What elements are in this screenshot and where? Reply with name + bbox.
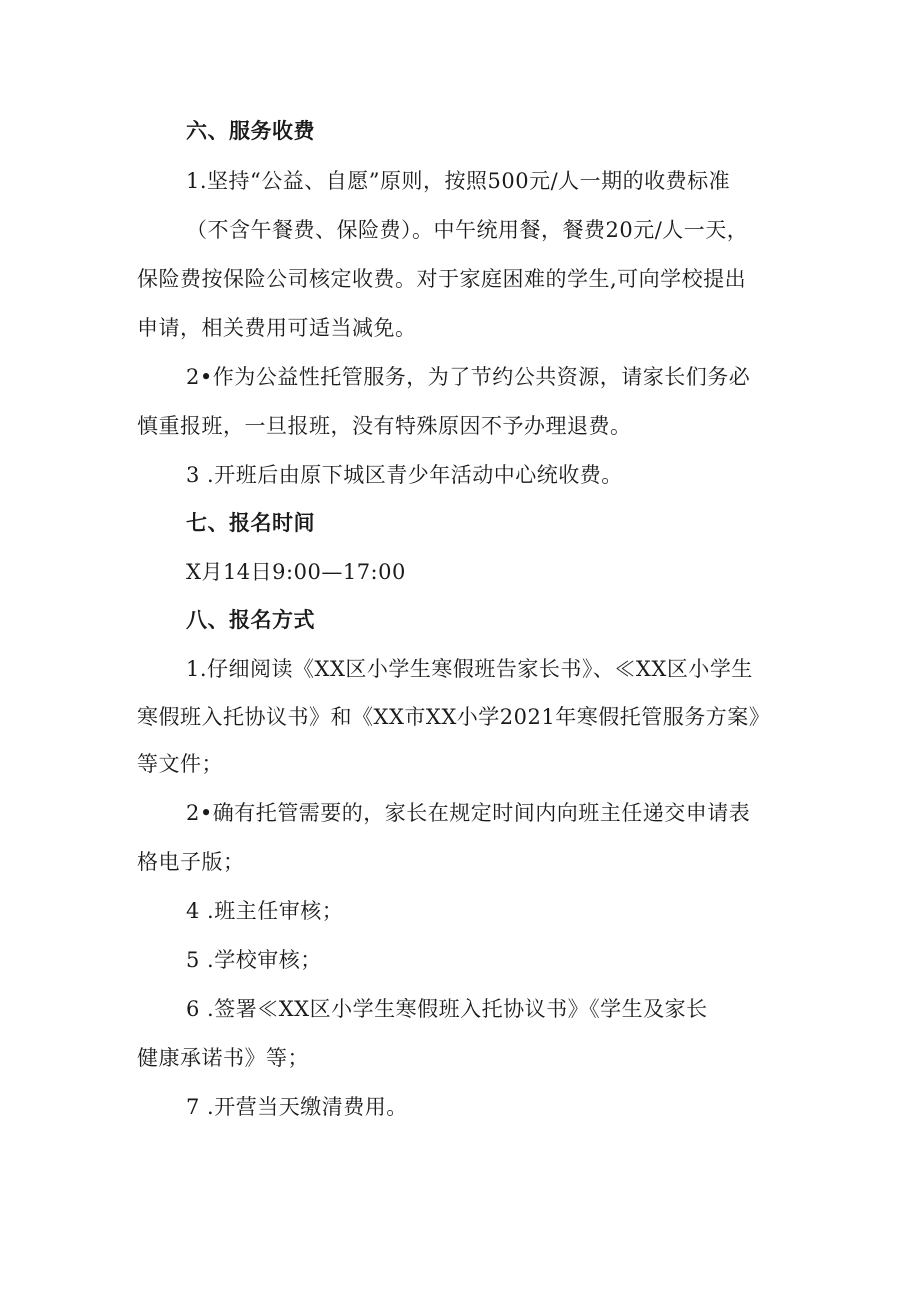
- section-8-item-2-line-2: 格电子版；: [137, 850, 245, 874]
- section-8-item-1-line-1: 1.仔细阅读《XX区小学生寒假班告家长书》、≪XX区小学生: [186, 657, 753, 681]
- section-8-item-1-line-2: 寒假班入托协议书》和《XX市XX小学2021年寒假托管服务方案》: [137, 705, 771, 729]
- section-8-item-7: 7 .开营当天缴清费用。: [186, 1095, 408, 1119]
- section-6-item-1-line-1: 1.坚持“公益、自愿”原则，按照500元/人一期的收费标准: [186, 169, 731, 193]
- section-7-heading: 七、报名时间: [186, 511, 315, 535]
- section-8-item-6-line-2: 健康承诺书》等；: [137, 1046, 309, 1070]
- section-6-heading: 六、服务收费: [186, 119, 315, 143]
- section-8-item-2-line-1: 2•确有托管需要的，家长在规定时间内向班主任递交申请表: [186, 801, 751, 825]
- section-8-item-4: 4 .班主任审核；: [186, 899, 344, 923]
- section-8-item-6-line-1: 6 .签署≪XX区小学生寒假班入托协议书》《学生及家长: [186, 997, 708, 1021]
- section-6-item-1-line-2: （不含午餐费、保险费）。中午统用餐，餐费20元/人一天，: [186, 218, 749, 242]
- section-6-item-1-line-3: 保险费按保险公司核定收费。对于家庭困难的学生,可向学校提出: [137, 267, 747, 291]
- section-6-item-2-line-1: 2•作为公益性托管服务，为了节约公共资源，请家长们务必: [186, 365, 751, 389]
- section-8-item-1-line-3: 等文件；: [137, 752, 223, 776]
- section-8-heading: 八、报名方式: [186, 608, 315, 632]
- section-6-item-2-line-2: 慎重报班，一旦报班，没有特殊原因不予办理退费。: [137, 414, 632, 438]
- section-7-time: X月14日9:00—17:00: [186, 560, 406, 584]
- section-8-item-5: 5 .学校审核；: [186, 948, 322, 972]
- section-6-item-3: 3 .开班后由原下城区青少年活动中心统收费。: [186, 463, 623, 487]
- section-6-item-1-line-4: 申请，相关费用可适当减免。: [137, 316, 417, 340]
